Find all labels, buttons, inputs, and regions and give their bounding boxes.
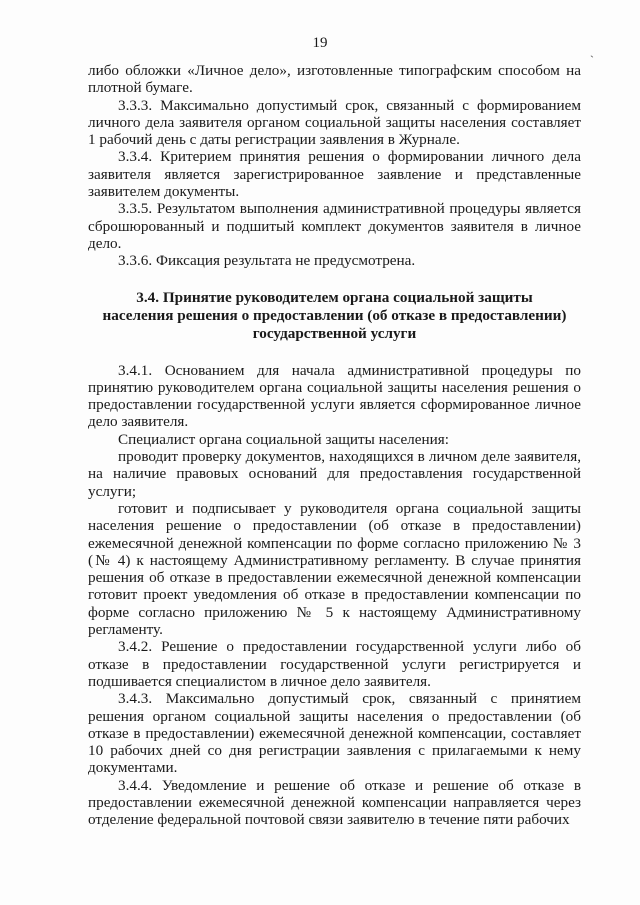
paragraph-specialist: Специалист органа социальной защиты населения: xyxy=(118,430,449,448)
section-heading-line: 3.4. Принятие руководителем органа социальной защиты xyxy=(136,288,533,306)
paragraph-3-4-2: 3.4.2. Решение о предоставлении государственной услуги либо об отказе в предоставлении государственной услуги регистрируется и подшивается специалистом в личное дело заявителя. xyxy=(88,638,581,690)
section-heading-3-4 xyxy=(88,289,581,343)
paragraph-3-4-1: 3.4.1. Основанием для начала административной процедуры по принятию руководителем органа социальной защиты населения решения о предоставлении государственной услуги является сформированное личное дело заявителя. xyxy=(88,361,581,431)
page-number: 19 xyxy=(312,35,328,51)
document-body xyxy=(88,62,581,829)
paragraph-3-4-3: 3.4.3. Максимально допустимый срок, связанный с принятием решения органом социальной защиты населения о предоставлении (об отказе в предоставлении) ежемесячной денежной компенсации, составляет 10 рабочих дней со дня регистрации заявления с прилагаемыми к нему документами. xyxy=(88,690,581,777)
paragraph-3-3-6: 3.3.6. Фиксация результата не предусмотрена. xyxy=(118,252,416,270)
section-heading-line: государственной услуги xyxy=(252,324,417,342)
paragraph-3-3-3: 3.3.3. Максимально допустимый срок, связанный с формированием личного дела заявителя органом социальной защиты населения составляет 1 рабочий день с даты регистрации заявления в Журнале. xyxy=(88,96,581,149)
paragraph-continuation: либо обложки «Личное дело», изготовленные типографским способом на плотной бумаге. xyxy=(88,62,581,97)
section-heading-line: населения решения о предоставлении (об отказе в предоставлении) xyxy=(102,306,567,324)
paragraph-prepare-decision: готовит и подписывает у руководителя органа социальной защиты населения решение о предоставлении (об отказе в предоставлении) ежемесячной денежной компенсации по форме согласно приложению № 3 (№ 4) к настоящему Административному регламенту. В случае принятия решения об отказе в предоставлении ежемесячной денежной компенсации готовит проект уведомления об отказе в предоставлении компенсации по форме согласно приложению № 5 к настоящему Административному регламенту. xyxy=(88,499,581,639)
paragraph-3-3-4: 3.3.4. Критерием принятия решения о формировании личного дела заявителя является зарегистрированное заявление и представленные заявителем документы. xyxy=(88,148,581,201)
paragraph-check-documents: проводит проверку документов, находящихся в личном деле заявителя, на наличие правовых оснований для предоставления государственной услуги; xyxy=(88,448,581,500)
corner-mark: ˎ xyxy=(590,44,594,58)
paragraph-3-4-4: 3.4.4. Уведомление и решение об отказе и решение об отказе в предоставлении ежемесячной денежной компенсации направляется через отделение федеральной почтовой связи заявителю в течение пяти рабочих xyxy=(88,776,581,829)
paragraph-3-3-5: 3.3.5. Результатом выполнения административной процедуры является сброшюрованный и подшитый комплект документов заявителя в личное дело. xyxy=(88,200,581,252)
